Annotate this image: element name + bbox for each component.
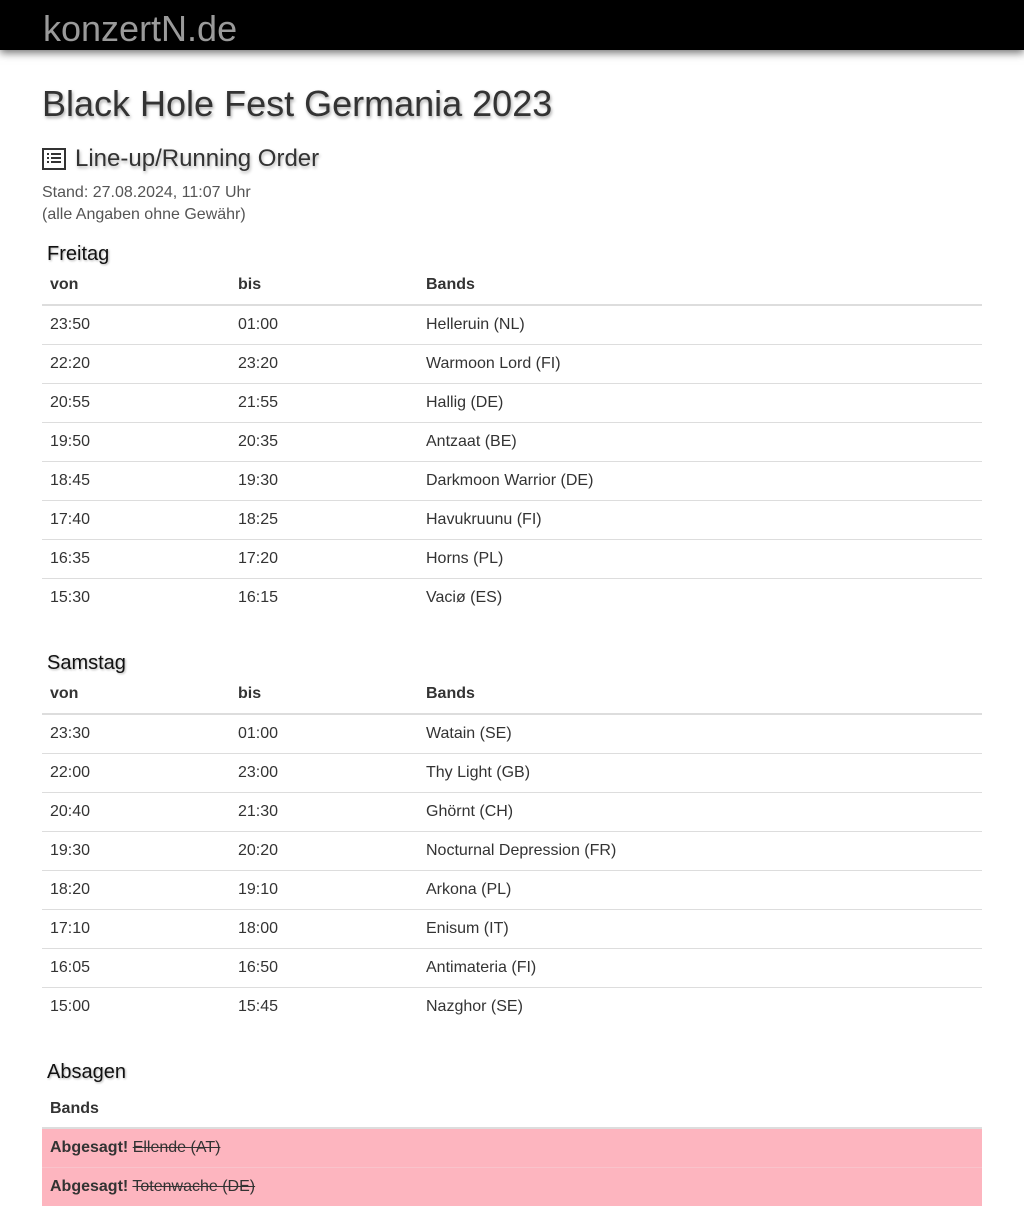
time-from: 17:40 [42, 501, 230, 540]
cancelled-row [42, 1128, 982, 1168]
column-header-bands: Bands [42, 1091, 982, 1128]
table-header-row [42, 1091, 982, 1128]
last-updated: Stand: 27.08.2024, 11:07 Uhr [42, 184, 251, 201]
time-to: 17:20 [230, 540, 418, 579]
table-row [42, 949, 982, 988]
band-name: Ghörnt (CH) [418, 793, 982, 832]
day-heading: Freitag [47, 243, 110, 265]
top-navbar [0, 0, 1024, 50]
band-name: Antimateria (FI) [418, 949, 982, 988]
table-row [42, 345, 982, 384]
cancellations-table [42, 1091, 982, 1206]
band-name: Nazghor (SE) [418, 988, 982, 1027]
band-name: Helleruin (NL) [426, 316, 525, 333]
time-from: 15:00 [42, 988, 230, 1027]
time-to: 01:00 [238, 316, 279, 333]
site-logo-link[interactable]: konzertN.de [43, 8, 238, 49]
time-to: 20:35 [230, 423, 418, 462]
table-row [42, 305, 982, 345]
table-row [42, 462, 982, 501]
time-from: 17:10 [42, 910, 230, 949]
column-header-to: bis [230, 266, 418, 305]
band-name: Watain (SE) [426, 725, 512, 742]
band-name: Havukruunu (FI) [418, 501, 982, 540]
table-header-row [42, 675, 982, 714]
time-to: 16:15 [230, 579, 418, 618]
time-to: 18:00 [230, 910, 418, 949]
cancelled-label: Abgesagt! [50, 1139, 129, 1156]
cancellations-heading: Absagen [47, 1061, 126, 1083]
band-name: Nocturnal Depression (FR) [418, 832, 982, 871]
column-header-from: von [42, 675, 230, 714]
time-to: 01:00 [238, 725, 279, 742]
section-heading-label: Line-up/Running Order [75, 145, 320, 172]
time-to: 23:00 [230, 754, 418, 793]
table-row [42, 384, 982, 423]
time-to: 16:50 [230, 949, 418, 988]
band-name: Horns (PL) [418, 540, 982, 579]
band-name: Hallig (DE) [418, 384, 982, 423]
cancelled-band-name: Ellende (AT) [132, 1139, 221, 1156]
cancelled-label: Abgesagt! [50, 1178, 129, 1195]
band-name: Antzaat (BE) [418, 423, 982, 462]
table-row [42, 793, 982, 832]
cancelled-cell [42, 1168, 982, 1207]
time-from: 19:30 [42, 832, 230, 871]
time-from: 22:20 [42, 345, 230, 384]
time-to: 23:20 [230, 345, 418, 384]
column-header-to: bis [230, 675, 418, 714]
time-from: 15:30 [42, 579, 230, 618]
time-to: 20:20 [230, 832, 418, 871]
day-heading: Samstag [47, 652, 126, 674]
time-to: 18:25 [230, 501, 418, 540]
time-from: 16:05 [42, 949, 230, 988]
column-header-from: von [42, 266, 230, 305]
cancelled-cell [42, 1128, 982, 1168]
cancelled-band-name: Totenwache (DE) [132, 1178, 256, 1195]
band-name: Enisum (IT) [418, 910, 982, 949]
time-from: 18:20 [42, 871, 230, 910]
page-title: Black Hole Fest Germania 2023 [42, 83, 553, 124]
table-row [42, 754, 982, 793]
time-from: 16:35 [42, 540, 230, 579]
band-name: Arkona (PL) [418, 871, 982, 910]
table-row [42, 871, 982, 910]
time-from: 19:50 [42, 423, 230, 462]
disclaimer: (alle Angaben ohne Gewähr) [42, 206, 246, 223]
list-icon [42, 147, 66, 171]
table-row [42, 832, 982, 871]
table-row [42, 540, 982, 579]
time-to: 15:45 [230, 988, 418, 1027]
table-row [42, 579, 982, 618]
band-name: Vaciø (ES) [418, 579, 982, 618]
time-to: 21:30 [230, 793, 418, 832]
band-name: Warmoon Lord (FI) [418, 345, 982, 384]
cancelled-row [42, 1168, 982, 1207]
running-order-table [42, 675, 982, 1026]
column-header-bands: Bands [418, 266, 982, 305]
time-to: 19:10 [230, 871, 418, 910]
time-from: 22:00 [42, 754, 230, 793]
time-from: 23:30 [50, 725, 91, 742]
table-row [42, 714, 982, 754]
table-row [42, 423, 982, 462]
running-order-table [42, 266, 982, 617]
time-to: 21:55 [230, 384, 418, 423]
time-to: 19:30 [230, 462, 418, 501]
time-from: 18:45 [42, 462, 230, 501]
time-from: 20:40 [42, 793, 230, 832]
table-header-row [42, 266, 982, 305]
band-name: Thy Light (GB) [418, 754, 982, 793]
section-heading [42, 144, 319, 174]
table-row [42, 501, 982, 540]
table-row [42, 988, 982, 1027]
column-header-bands: Bands [418, 675, 982, 714]
band-name: Darkmoon Warrior (DE) [418, 462, 982, 501]
status-info [42, 182, 251, 226]
time-from: 20:55 [42, 384, 230, 423]
table-row [42, 910, 982, 949]
time-from: 23:50 [50, 316, 91, 333]
